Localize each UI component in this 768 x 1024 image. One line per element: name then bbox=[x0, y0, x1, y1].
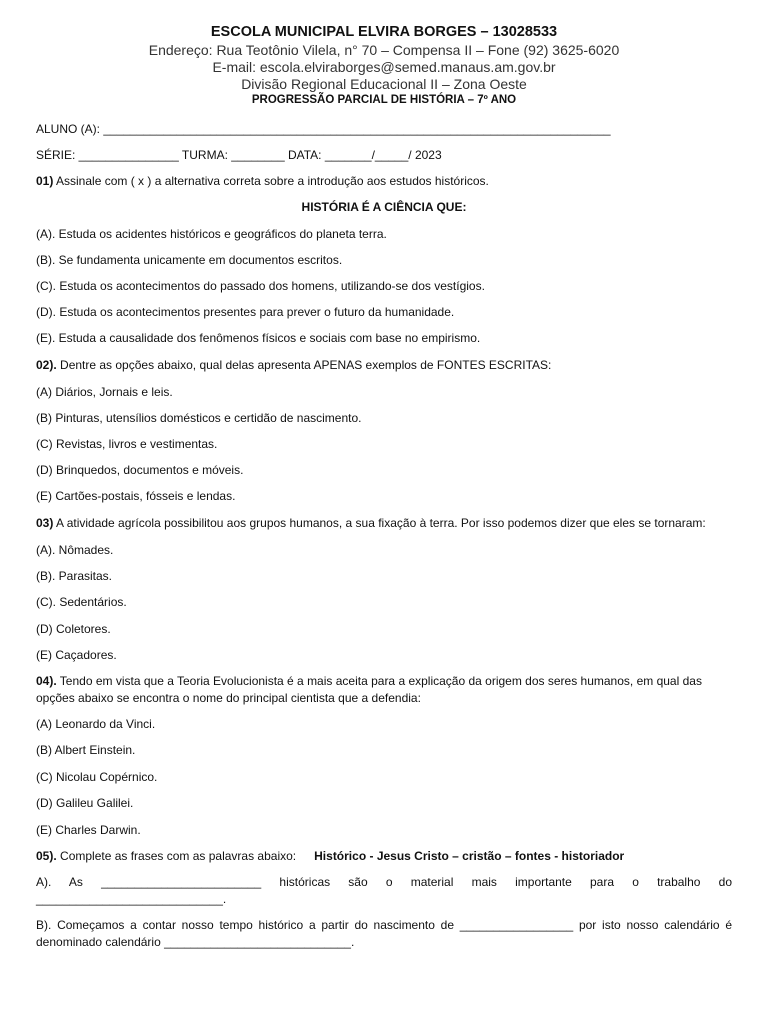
option: (C) Nicolau Copérnico. bbox=[36, 770, 158, 784]
option: (A). Nômades. bbox=[36, 543, 114, 557]
question-number: 03) bbox=[36, 516, 54, 530]
school-address: Endereço: Rua Teotônio Vilela, n° 70 – Compensa II – Fone (92) 3625-6020 bbox=[148, 42, 620, 58]
question-number: 02). bbox=[36, 358, 57, 372]
question-number: 01) bbox=[36, 174, 54, 188]
option: (D). Estuda os acontecimentos presentes para prever o futuro da humanidade. bbox=[36, 305, 455, 319]
school-division: Divisão Regional Educacional II – Zona Oeste bbox=[241, 76, 527, 92]
question-text: Dentre as opções abaixo, qual delas apresenta APENAS exemplos de FONTES ESCRITAS: bbox=[56, 358, 552, 372]
option: (E). Estuda a causalidade dos fenômenos físicos e sociais com base no empirismo. bbox=[36, 331, 481, 345]
fill-item-a: A). As ________________________ históricas são o material mais importante para o trabalho do bbox=[36, 875, 732, 889]
question-1-heading: HISTÓRIA É A CIÊNCIA QUE: bbox=[301, 200, 467, 214]
question-text: Complete as frases com as palavras abaixo: bbox=[56, 849, 297, 863]
option: (C) Revistas, livros e vestimentas. bbox=[36, 437, 218, 451]
option: (A) Diários, Jornais e leis. bbox=[36, 385, 173, 399]
word-bank: Histórico - Jesus Cristo – cristão – fontes - historiador bbox=[314, 849, 625, 863]
option: (E) Charles Darwin. bbox=[36, 823, 141, 837]
option: (D) Coletores. bbox=[36, 622, 111, 636]
option: (A). Estuda os acidentes históricos e geográficos do planeta terra. bbox=[36, 227, 387, 241]
question-text: A atividade agrícola possibilitou aos grupos humanos, a sua fixação à terra. Por isso podemos dizer que eles se tornaram: bbox=[53, 516, 706, 530]
question-5 bbox=[36, 848, 732, 865]
option: (B). Se fundamenta unicamente em documentos escritos. bbox=[36, 253, 343, 267]
class-info-line: SÉRIE: _______________ TURMA: ________ DATA: _______/_____/ 2023 bbox=[36, 148, 442, 162]
option: (C). Sedentários. bbox=[36, 595, 127, 609]
student-name-line: ALUNO (A): ____________________________________________________________________________ bbox=[36, 122, 611, 136]
fill-item-b: B). Começamos a contar nosso tempo histórico a partir do nascimento de _________________ por isto nosso calendário é bbox=[36, 918, 732, 932]
option: (D) Brinquedos, documentos e móveis. bbox=[36, 463, 244, 477]
option: (E) Cartões-postais, fósseis e lendas. bbox=[36, 489, 236, 503]
exam-title: PROGRESSÃO PARCIAL DE HISTÓRIA – 7º ANO bbox=[251, 94, 517, 106]
question-text: Assinale com ( x ) a alternativa correta sobre a introdução aos estudos históricos. bbox=[53, 174, 489, 188]
option: (E) Caçadores. bbox=[36, 648, 117, 662]
option: (B) Albert Einstein. bbox=[36, 743, 136, 757]
option: (A) Leonardo da Vinci. bbox=[36, 717, 156, 731]
question-number: 05). bbox=[36, 849, 57, 863]
school-email: E-mail: escola.elviraborges@semed.manaus.am.gov.br bbox=[212, 59, 556, 75]
question-4 bbox=[36, 673, 732, 707]
option: (B). Parasitas. bbox=[36, 569, 113, 583]
question-text: Tendo em vista que a Teoria Evolucionista é a mais aceita para a explicação da origem dos seres humanos, em qual das opções abaixo se encontra o nome do principal cientista que a defendia: bbox=[36, 674, 702, 705]
option: (B) Pinturas, utensílios domésticos e certidão de nascimento. bbox=[36, 411, 362, 425]
question-number: 04). bbox=[36, 674, 57, 688]
fill-item-a-continued: ____________________________. bbox=[36, 892, 227, 906]
school-name: ESCOLA MUNICIPAL ELVIRA BORGES – 13028533 bbox=[210, 24, 558, 40]
question-2 bbox=[36, 357, 732, 374]
fill-item-b-continued: denominado calendário ____________________________. bbox=[36, 935, 355, 949]
question-3 bbox=[36, 515, 732, 532]
option: (D) Galileu Galilei. bbox=[36, 796, 134, 810]
question-1 bbox=[36, 173, 732, 190]
option: (C). Estuda os acontecimentos do passado dos homens, utilizando-se dos vestígios. bbox=[36, 279, 485, 293]
